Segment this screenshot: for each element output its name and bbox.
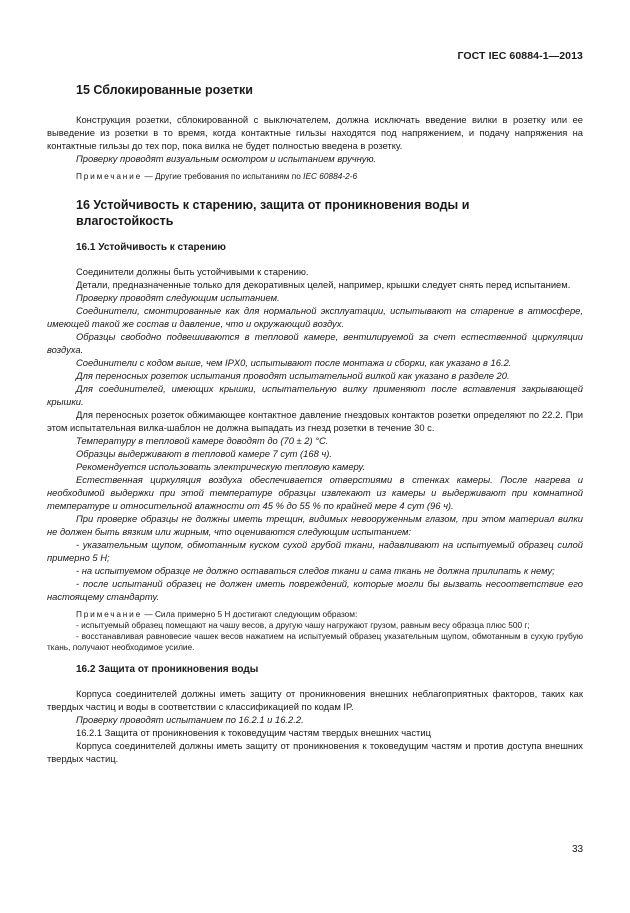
paragraph: Проверку проводят следующим испытанием. [76,292,280,303]
paragraph: Образцы выдерживают в тепловой камере 7 сут (168 ч). [76,448,332,459]
paragraph: Для переносных розеток обжимающее контактное давление гнездовых контактов розетки определяют по 22.2. При этом испытательная вилка-шаблон не должна выпадать из гнезд розетки в течение 30 с. [47,409,583,433]
section-15-title: 15 Сблокированные розетки [76,83,253,97]
section-15-note [47,171,583,182]
list-item: - после испытаний образец не должен иметь повреждений, которые могли бы вызвать несоответствие его настоящему стандарту. [47,578,583,602]
note-item: - восстанавливая равновесие чашек весов нажатием на испытуемый образец указательным щупом, обмотанным в сухую грубую ткань, получают необходимое усилие. [47,631,583,652]
paragraph: Корпуса соединителей должны иметь защиту от проникновения внешних неблагоприятных факторов, таких как твердых частиц и воды в соответствии с классификацией по кодам IP. [47,688,583,712]
section-16-title-line2: влагостойкость [76,214,174,228]
page-number: 33 [572,844,584,855]
paragraph: Детали, предназначенные только для декоративных целей, например, крышки следует снять перед испытанием. [76,279,571,290]
paragraph: При проверке образцы не должны иметь трещин, видимых невооруженным глазом, при этом материал вилки не должен быть вязким или жирным, что оцениваются следующим испытанием: [47,513,583,537]
note-label: Примечание [76,609,143,619]
section-16-1-title: 16.1 Устойчивость к старению [76,242,226,253]
section-16-2-title: 16.2 Защита от проникновения воды [76,664,259,675]
paragraph: Корпуса соединителей должны иметь защиту от проникновения к токоведущим частям и против доступа внешних твердых частиц. [47,740,583,764]
paragraph: Рекомендуется использовать электрическую тепловую камеру. [76,461,366,472]
note-text: — Сила примерно 5 Н достигают следующим образом: [142,609,358,619]
document-code: ГОСТ IEC 60884-1—2013 [457,50,583,62]
paragraph: Для переносных розеток испытания проводят испытательной вилкой как указано в разделе 20. [76,370,510,381]
list-item: - указательным щупом, обмотанным куском сухой грубой ткани, надавливают на испытуемый образец силой примерно 5 Н; [47,539,583,563]
section-16-title-line1: 16 Устойчивость к старению, защита от проникновения воды и [76,198,470,212]
section-16-1-note [47,609,583,620]
note-item: - испытуемый образец помещают на чашу весов, а другую чашу нагружают грузом, равным весу образца плюс 500 г; [76,620,530,630]
note-text: — Другие требования по испытаниям по [142,171,304,181]
section-15-paragraph: Конструкция розетки, сблокированной с выключателем, должна исключать введение вилки в розетку или ее выведение из розетки в то время, когда контактные гильзы находятся под напряжением, и подачу напряжения на контактные гильзы до тех пор, пока вилка не будет полностью введена в розетку. [47,114,583,151]
section-15-test-method: Проверку проводят визуальным осмотром и испытанием вручную. [76,153,377,164]
list-item: - на испытуемом образце не должно оставаться следов ткани и сама ткань не должна прилипать к нему; [76,565,555,576]
paragraph: Образцы свободно подвешиваются в тепловой камере, вентилируемой за счет естественной циркуляции воздуха. [47,331,583,355]
note-reference: IEC 60884-2-6 [303,171,358,181]
paragraph: Соединители с кодом выше, чем IPX0, испытывают после монтажа и сборки, как указано в 16.2. [76,357,512,368]
subsection-16-2-1-title: 16.2.1 Защита от проникновения к токоведущим частям твердых внешних частиц [76,727,431,738]
paragraph: Соединители должны быть устойчивыми к старению. [76,266,309,277]
note-label: Примечание [76,171,143,181]
paragraph: Соединители, смонтированные как для нормальной эксплуатации, испытывают на старение в атмосфере, имеющей такой же состав и давление, что и окружающий воздух. [47,305,583,329]
paragraph: Для соединителей, имеющих крышки, испытательную вилку применяют после вставления закрывающей крышки. [47,383,583,407]
paragraph: Температуру в тепловой камере доводят до (70 ± 2) °С. [76,435,329,446]
page-content [47,76,583,765]
paragraph: Естественная циркуляция воздуха обеспечивается отверстиями в стенках камеры. После нагрева и необходимой выдержки при этой температуре образцы извлекают из камеры и выдерживают при комнатной температуре и относительной влажности от 45 % до 55 % по крайней мере 4 сут (96 ч). [47,474,583,511]
paragraph: Проверку проводят испытанием по 16.2.1 и 16.2.2. [76,714,304,725]
